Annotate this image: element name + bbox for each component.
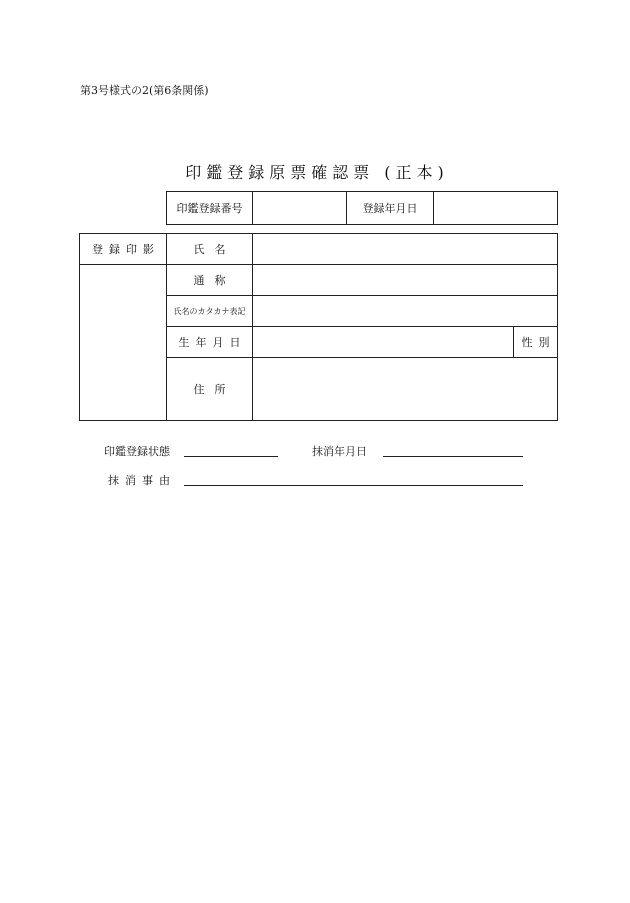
cancellation-reason-field[interactable]	[184, 485, 523, 486]
page-title: 印鑑登録原票確認票 (正本)	[185, 163, 449, 182]
seal-impression-area[interactable]	[80, 265, 167, 421]
sex-label: 性別	[514, 327, 558, 358]
seal-impression-label: 登録印影	[80, 234, 167, 265]
address-field[interactable]	[253, 358, 558, 421]
kana-name-label: 氏名のカタカナ表記	[167, 296, 253, 327]
registration-date-field[interactable]	[434, 192, 558, 225]
form-reference: 第3号様式の2(第6条関係)	[80, 84, 209, 97]
cancellation-date-label: 抹消年月日	[312, 445, 367, 458]
registration-status-label: 印鑑登録状態	[104, 445, 170, 458]
date-of-birth-field[interactable]	[253, 327, 514, 358]
registration-table	[166, 191, 558, 225]
registration-status-field[interactable]	[184, 456, 278, 457]
registration-date-label: 登録年月日	[347, 192, 434, 225]
kana-name-field[interactable]	[253, 296, 558, 327]
registration-number-label: 印鑑登録番号	[167, 192, 253, 225]
alias-label: 通称	[167, 265, 253, 296]
alias-field[interactable]	[253, 265, 558, 296]
address-label: 住所	[167, 358, 253, 421]
registration-number-field[interactable]	[253, 192, 347, 225]
cancellation-date-field[interactable]	[383, 456, 523, 457]
date-of-birth-label: 生年月日	[167, 327, 253, 358]
registrant-table	[79, 233, 558, 421]
name-label: 氏名	[167, 234, 253, 265]
cancellation-reason-label: 抹消事由	[108, 474, 176, 487]
name-field[interactable]	[253, 234, 558, 265]
